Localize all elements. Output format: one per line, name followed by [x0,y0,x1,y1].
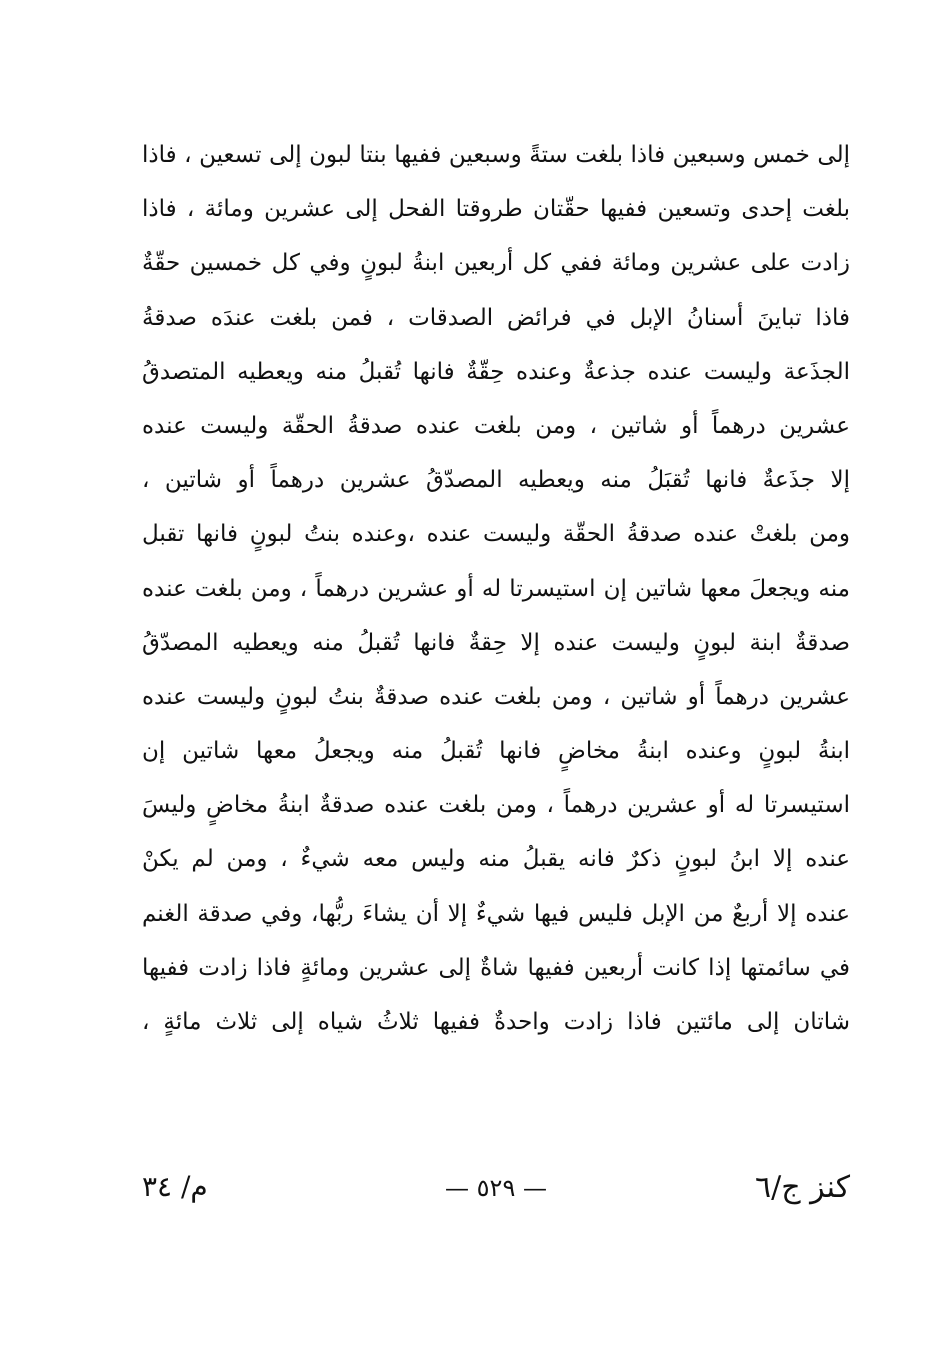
text-line: عنده إلا ابنُ لبونٍ ذكرٌ فانه يقبلُ منه وليس معه شيءٌ ، ومن لم يكنْ [142,846,850,873]
text-line: فاذا تباينَ أسنانُ الإبل في فرائض الصدقات ، فمن بلغت عندَه صدقةُ [142,304,850,331]
text-line: عشرين درهماً أو شاتين ، ومن بلغت عنده صدقةٌ بنتُ لبونٍ وليست عنده [142,683,850,710]
text-line: الجذَعة وليست عنده جذعةٌ وعنده حِقّةٌ فانها تُقبلُ منه ويعطيه المتصدقُ [142,358,850,385]
text-line: عنده إلا أربعٌ من الإبل فليس فيها شيءٌ إلا أن يشاءَ ربُّها، وفي صدقة الغنم [142,900,850,927]
text-line: استيسرتا له أو عشرين درهماً ، ومن بلغت عنده صدقةٌ ابنةُ مخاضٍ وليسَ [142,792,850,819]
text-line: إلى خمس وسبعين فاذا بلغت ستةً وسبعين ففيها بنتا لبون إلى تسعين ، فاذا [142,142,850,168]
page-number: — ٥٢٩ — [445,1174,547,1202]
text-line: إلا جذَعةٌ فانها تُقبَلُ منه ويعطيه المصدّقُ عشرين درهماً أو شاتين ، [142,467,850,494]
body-text [142,128,850,1049]
text-line: في سائمتها إذا كانت أربعين ففيها شاةٌ إلى عشرين ومائةٍ فاذا زادت ففيها [142,954,850,981]
text-line: ابنةُ لبونٍ وعنده ابنةُ مخاضٍ فانها تُقبلُ منه ويجعلُ معها شاتين إن [142,738,850,765]
book-volume-label: كنز ج/٦ [754,1170,850,1205]
page-footer [142,1160,850,1220]
text-line: بلغت إحدى وتسعين ففيها حقّتان طروقتا الفحل إلى عشرين ومائة ، فاذا [142,196,850,223]
text-line: صدقةٌ ابنة لبونٍ وليست عنده إلا حِقةٌ فانها تُقبلُ منه ويعطيه المصدّقُ [142,629,850,656]
text-line: ومن بلغتْ عنده صدقةُ الحقّة وليست عنده ،وعنده بنتُ لبونٍ فانها تقبل [142,521,850,548]
text-line: عشرين درهماً أو شاتين ، ومن بلغت عنده صدقةُ الحقّة وليست عنده [142,412,850,439]
signature-mark: م/ ٣٤ [142,1170,208,1203]
text-line: زادت على عشرين ومائة ففي كل أربعين ابنةُ لبونٍ وفي كل خمسين حقّةٌ [142,250,850,277]
text-line: شاتان إلى مائتين فاذا زادت واحدةٌ ففيها ثلاثُ شياه إلى ثلاث مائةٍ ، [142,1009,850,1035]
text-line: منه ويجعلَ معها شاتين إن استيسرتا له أو عشرين درهماً ، ومن بلغت عنده [142,575,850,602]
